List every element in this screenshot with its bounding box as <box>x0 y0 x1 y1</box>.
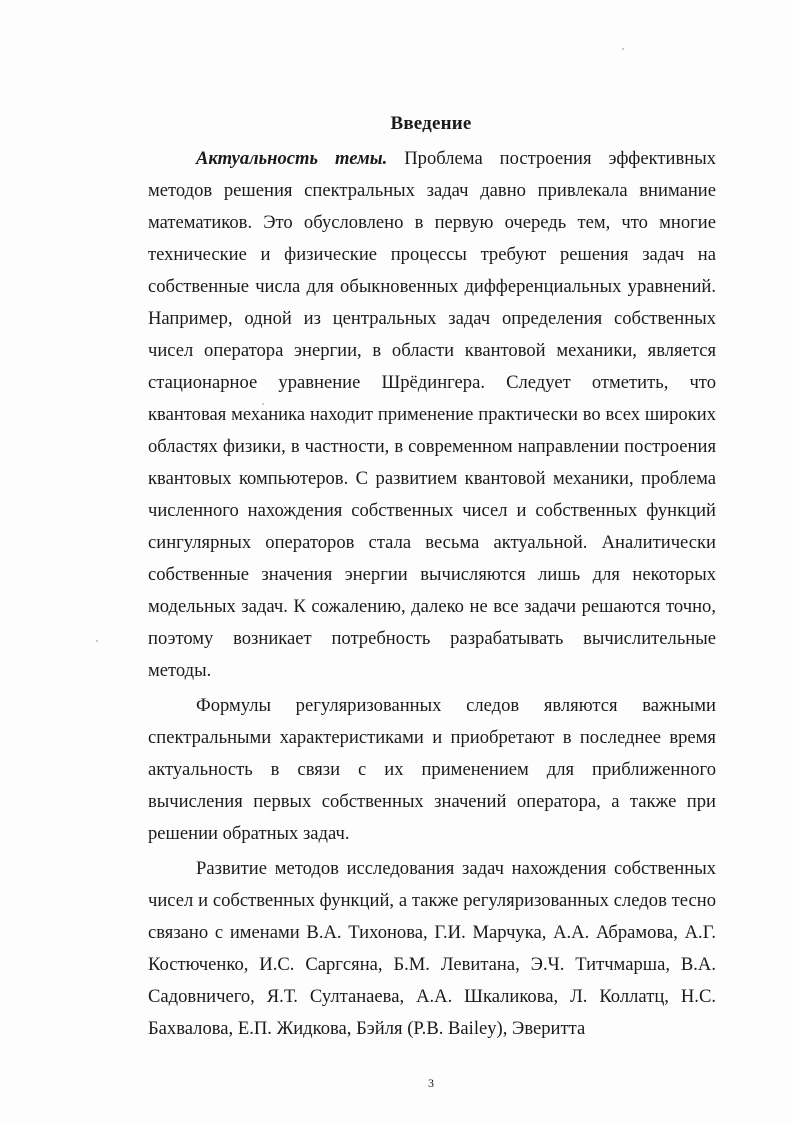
paragraph-intro <box>148 143 716 687</box>
paragraph-traces: Формулы регуляризованных следов являются важными спектральными характеристиками и приобретают в последнее время актуальность в связи с их применением для приближенного вычисления первых собственных значений оператора, а также при решении обратных задач. <box>148 695 716 844</box>
scan-speck <box>622 48 624 50</box>
paragraph-history: Развитие методов исследования задач нахождения собственных чисел и собственных функций, а также регуляризованных следов тесно связано с именами В.А. Тихонова, Г.И. Марчука, А.А. Абрамова, А.Г. Костюченко, И.С. Саргсяна, Б.М. Левитана, Э.Ч. Титчмарша, В.А. Садовничего, Я.Т. Султанаева, А.А. Шкаликова, Л. Коллатц, Н.С. Бахвалова, Е.П. Жидкова, Бэйля (P.B. Bailey), Эверитта <box>148 858 716 1039</box>
scan-speck <box>96 640 98 642</box>
paragraph-intro-text: Проблема построения эффективных методов решения спектральных задач давно привлекала внимание математиков. Это обусловлено в первую очередь тем, что многие технические и физические процессы требуют решения задач на собственные числа для обыкновенных дифференциальных уравнений. Например, одной из центральных задач определения собственных чисел оператора энергии, в области квантовой механики, является стационарное уравнение Шрёдингера. Следует отметить, что квантовая механика находит применение практически во всех широких областях физики, в частности, в современном направлении построения квантовых компьютеров. С развитием квантовой механики, проблема численного нахождения собственных чисел и собственных функций сингулярных операторов стала весьма актуальной. Аналитически собственные значения энергии вычисляются лишь для некоторых модельных задач. К сожалению, далеко не все задачи решаются точно, поэтому возникает потребность разрабатывать вычислительные методы. <box>148 148 716 681</box>
paragraph-lead: Актуальность темы. <box>196 148 388 169</box>
body-text <box>148 143 716 1045</box>
page-title: Введение <box>390 113 472 134</box>
page-number: 3 <box>428 1076 434 1090</box>
